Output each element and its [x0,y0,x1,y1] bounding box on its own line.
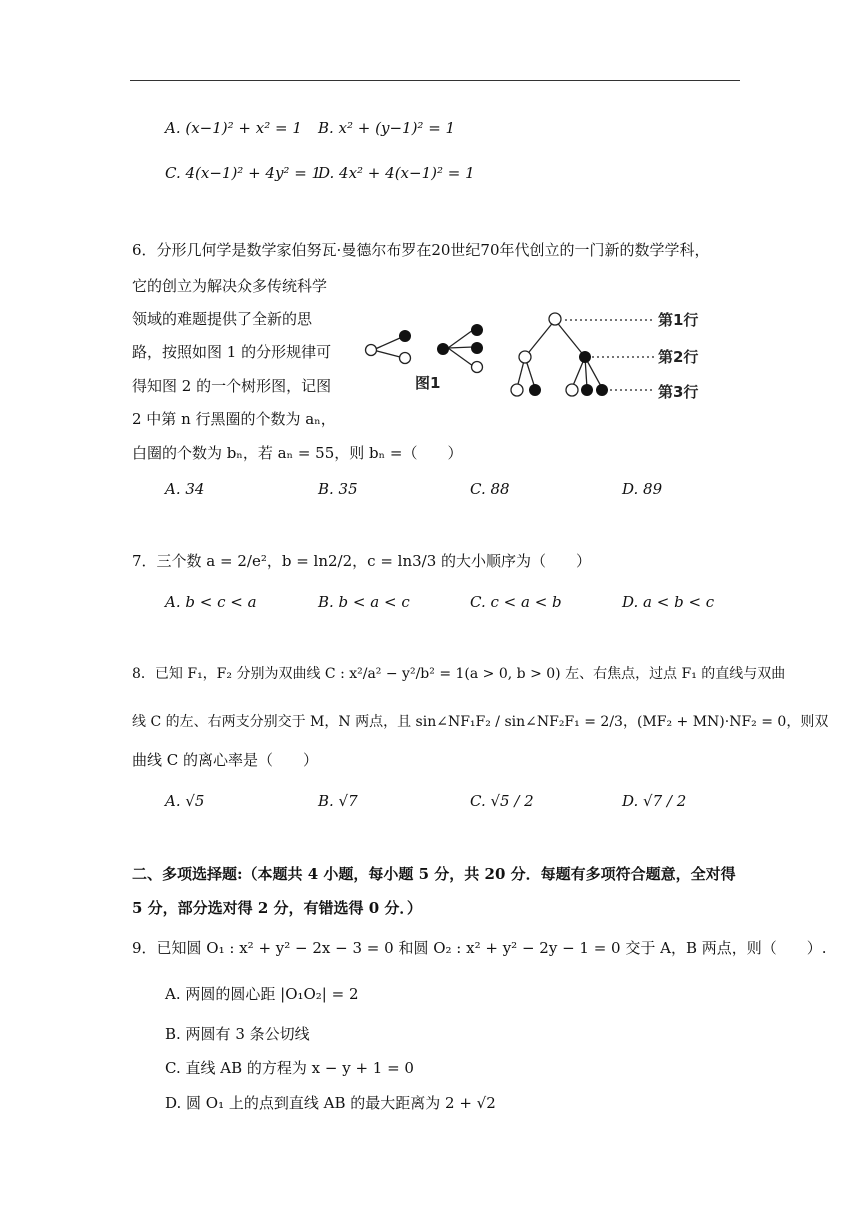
fig1-root-white-circle [366,345,377,356]
q6-option-d: D. 89 [622,480,663,498]
q8-option-a: A. √5 [165,792,205,810]
tree-row3-black-circle [529,384,541,396]
q6-option-c: C. 88 [470,480,510,498]
row2-label: 第2行 [658,348,699,366]
section2-heading-line2: 5 分，部分选对得 2 分，有错选得 0 分．） [132,899,422,917]
fig1-child-black-circle [399,330,411,342]
tree-row3-black-circle [596,384,608,396]
q9-option-d: D. 圆 O₁ 上的点到直线 AB 的最大距离为 2 + √2 [165,1094,496,1112]
fig1-child-white-circle [400,353,411,364]
q6-option-a: A. 34 [165,480,205,498]
q6-stem-line1: 6．分形几何学是数学家伯努瓦·曼德尔布罗在20世纪70年代创立的一门新的数学学科， [132,241,710,259]
q7-option-c: C. c < a < b [470,593,562,611]
q6-stem-line2: 它的创立为解决众多传统科学 [132,277,328,295]
q7-option-b: B. b < a < c [318,593,410,611]
q5-option-b: B. x² + (y−1)² = 1 [318,119,456,137]
tree-row3-black-circle [581,384,593,396]
q8-option-d: D. √7 / 2 [622,792,687,810]
row1-label: 第1行 [658,311,699,329]
q7-option-a: A. b < c < a [165,593,257,611]
q5-option-c: C. 4(x−1)² + 4y² = 1 [165,164,322,182]
tree-row2-white-circle [519,351,531,363]
header-rule [130,80,740,81]
q8-stem-line1: 8．已知 F₁，F₂ 分别为双曲线 C : x²/a² − y²/b² = 1(a > 0, b > 0) 左、右焦点，过点 F₁ 的直线与双曲 [132,666,786,682]
section2-heading-line1: 二、多项选择题:（本题共 4 小题，每小题 5 分，共 20 分．每题有多项符合题意，全对得 [132,865,736,883]
q9-stem: 9．已知圆 O₁ : x² + y² − 2x − 3 = 0 和圆 O₂ : x² + y² − 2y − 1 = 0 交于 A，B 两点，则（ ）. [132,939,827,957]
tree-row2-black-circle [579,351,591,363]
q9-option-a: A. 两圆的圆心距 |O₁O₂| = 2 [165,985,359,1003]
q8-option-b: B. √7 [318,792,358,810]
fig1-label: 图1 [415,374,441,392]
q6-option-b: B. 35 [318,480,358,498]
q9-option-b: B. 两圆有 3 条公切线 [165,1025,310,1043]
q7-option-d: D. a < b < c [622,593,715,611]
q8-option-c: C. √5 / 2 [470,792,534,810]
q9-option-c: C. 直线 AB 的方程为 x − y + 1 = 0 [165,1059,414,1077]
tree-row3-white-circle [566,384,578,396]
q5-option-d: D. 4x² + 4(x−1)² = 1 [318,164,475,182]
q6-stem-line4: 路，按照如图 1 的分形规律可 [132,343,332,361]
fig1-root-black-circle [437,343,449,355]
tree-row3-white-circle [511,384,523,396]
q6-stem-line6: 2 中第 n 行黑圈的个数为 aₙ， [132,410,336,428]
fig1-child-black-circle [471,324,483,336]
row3-label: 第3行 [658,383,699,401]
q7-stem: 7．三个数 a = 2/e²，b = ln2/2，c = ln3/3 的大小顺序为（ ） [132,552,592,570]
q8-stem-line3: 曲线 C 的离心率是（ ） [132,751,319,769]
fractal-tree-figure [360,300,740,405]
q8-stem-line2: 线 C 的左、右两支分别交于 M，N 两点，且 sin∠NF₁F₂ / sin∠NF₂F₁ = 2/3，(MF₂ + MN)·NF₂ = 0，则双 [132,714,829,730]
q5-option-a: A. (x−1)² + x² = 1 [165,119,302,137]
q6-stem-line3: 领域的难题提供了全新的思 [132,310,313,328]
q6-stem-line7: 白圈的个数为 bₙ，若 aₙ = 55，则 bₙ =（ ） [132,444,463,462]
tree-row1-white-circle [549,313,561,325]
fig1-child-white-circle [472,362,483,373]
q6-stem-line5: 得知图 2 的一个树形图，记图 [132,377,332,395]
fig1-child-black-circle [471,342,483,354]
